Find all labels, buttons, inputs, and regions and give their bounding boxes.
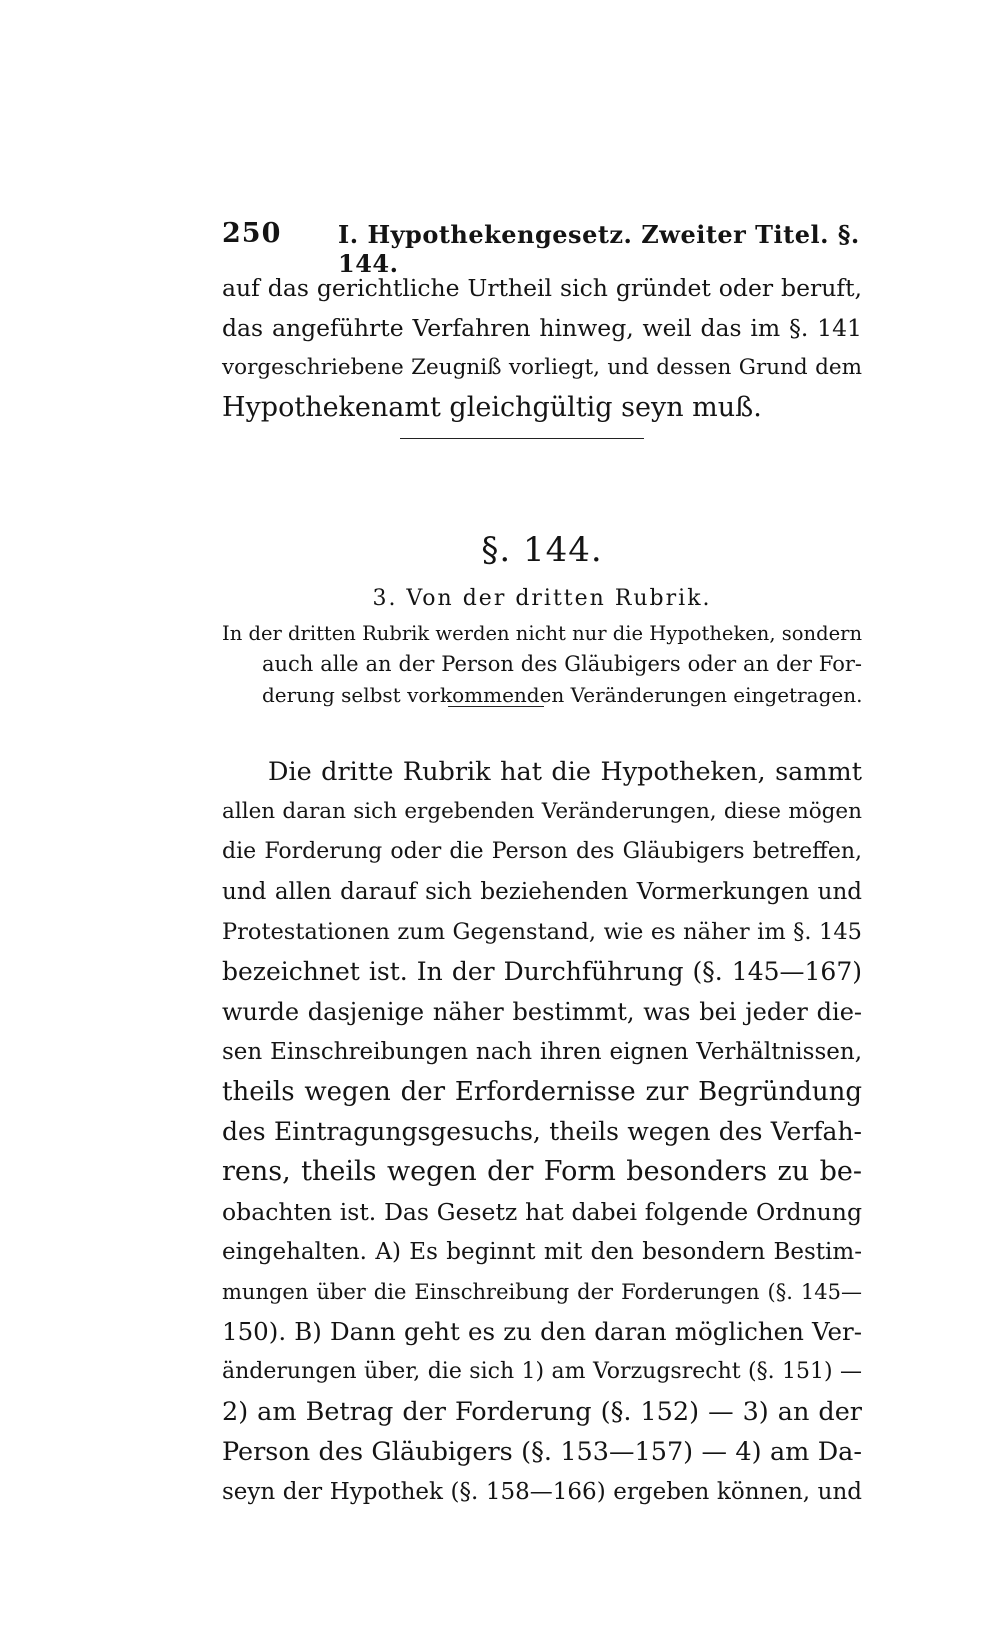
continuation-paragraph: [222, 268, 862, 428]
section-subheading: 3. Von der dritten Rubrik.: [372, 586, 712, 611]
text-line: Die dritte Rubrik hat die Hypotheken, sammt: [268, 757, 862, 787]
text-line: Person des Gläubigers (§. 153—157) — 4) am Da-: [222, 1437, 862, 1467]
separator-rule: [448, 706, 544, 707]
text-line: auf das gerichtliche Urtheil sich gründet oder beruft,: [222, 274, 862, 302]
text-line: Hypothekenamt gleichgültig seyn muß.: [222, 392, 762, 423]
text-line: rens, theils wegen der Form besonders zu be-: [222, 1156, 862, 1187]
text-line: bezeichnet ist. In der Durchführung (§. 145—167): [222, 957, 862, 986]
text-line: und allen darauf sich beziehenden Vormerkungen und: [222, 879, 862, 905]
text-line: wurde dasjenige näher bestimmt, was bei jeder die-: [222, 998, 862, 1026]
summary-line: In der dritten Rubrik werden nicht nur die Hypotheken, sondern: [222, 622, 862, 645]
section-summary: [222, 618, 862, 711]
text-line: vorgeschriebene Zeugniß vorliegt, und dessen Grund dem: [222, 355, 862, 380]
text-line: das angeführte Verfahren hinweg, weil das im §. 141: [222, 314, 862, 342]
running-head: I. Hypothekengesetz. Zweiter Titel. §. 144.: [338, 220, 860, 278]
text-line: seyn der Hypothek (§. 158—166) ergeben können, und: [222, 1479, 862, 1505]
text-line: Protestationen zum Gegenstand, wie es näher im §. 145: [222, 919, 862, 945]
text-line: 2) am Betrag der Forderung (§. 152) — 3) an der: [222, 1397, 862, 1427]
text-line: obachten ist. Das Gesetz hat dabei folgende Ordnung: [222, 1198, 862, 1226]
page-number: 250: [222, 218, 282, 249]
text-line: mungen über die Einschreibung der Forderungen (§. 145—: [222, 1280, 862, 1304]
text-line: des Eintragungsgesuchs, theils wegen des Verfah-: [222, 1117, 862, 1146]
text-line: änderungen über, die sich 1) am Vorzugsrecht (§. 151) —: [222, 1359, 862, 1384]
page-header: [222, 218, 862, 278]
text-line: die Forderung oder die Person des Gläubigers betreffen,: [222, 839, 862, 864]
text-line: eingehalten. A) Es beginnt mit den besondern Bestim-: [222, 1239, 862, 1265]
text-line: theils wegen der Erfordernisse zur Begründung: [222, 1077, 862, 1107]
section-heading: §. 144.: [481, 530, 603, 570]
commentary-paragraph: [222, 752, 862, 1512]
summary-line: auch alle an der Person des Gläubigers oder an der For-: [262, 652, 862, 676]
separator-rule: [400, 438, 644, 439]
summary-line: derung selbst vorkommenden Veränderungen eingetragen.: [262, 683, 863, 707]
text-line: allen daran sich ergebenden Veränderungen, diese mögen: [222, 799, 862, 824]
text-line: 150). B) Dann geht es zu den daran möglichen Ver-: [222, 1317, 862, 1346]
text-line: sen Einschreibungen nach ihren eignen Verhältnissen,: [222, 1039, 862, 1065]
